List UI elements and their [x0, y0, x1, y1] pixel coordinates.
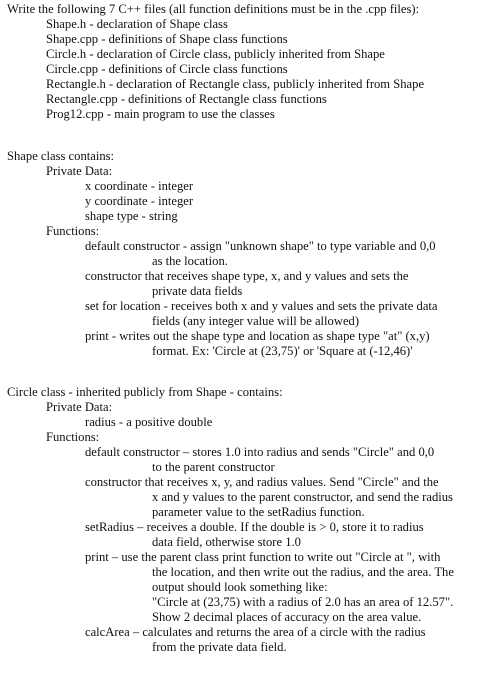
- circle-function-print: print – use the parent class print function to write out "Circle at ", with: [85, 550, 441, 564]
- circle-function-calc-area: calcArea – calculates and returns the area of a circle with the radius: [85, 625, 426, 639]
- circle-heading: Circle class - inherited publicly from Shape - contains:: [7, 385, 283, 399]
- intro-title: Write the following 7 C++ files (all function definitions must be in the .cpp files):: [7, 2, 420, 16]
- circle-function-continuation: output should look something like:: [152, 580, 328, 594]
- circle-private-heading: Private Data:: [46, 400, 113, 414]
- shape-private-item: y coordinate - integer: [85, 194, 194, 208]
- circle-function-continuation: Show 2 decimal places of accuracy on the area value.: [152, 610, 422, 624]
- shape-section: [7, 149, 488, 359]
- circle-section: [7, 385, 488, 655]
- shape-function-constructor: constructor that receives shape type, x, and y values and sets the: [85, 269, 409, 283]
- shape-function-continuation: fields (any integer value will be allowed): [152, 314, 360, 328]
- circle-function-continuation: from the private data field.: [152, 640, 287, 654]
- circle-function-continuation: the location, and then write out the radius, and the area. The: [152, 565, 454, 579]
- file-item: Shape.h - declaration of Shape class: [46, 17, 228, 31]
- shape-function-default-constructor: default constructor - assign "unknown shape" to type variable and 0,0: [85, 239, 436, 253]
- file-item: Rectangle.cpp - definitions of Rectangle class functions: [46, 92, 327, 106]
- shape-private-heading: Private Data:: [46, 164, 113, 178]
- shape-function-continuation: format. Ex: 'Circle at (23,75)' or 'Square at (-12,46)': [152, 344, 413, 358]
- circle-function-continuation: "Circle at (23,75) with a radius of 2.0 has an area of 12.57".: [152, 595, 454, 609]
- shape-function-set-location: set for location - receives both x and y values and sets the private data: [85, 299, 438, 313]
- shape-heading: Shape class contains:: [7, 149, 115, 163]
- shape-private-item: shape type - string: [85, 209, 178, 223]
- shape-function-print: print - writes out the shape type and location as shape type "at" (x,y): [85, 329, 430, 343]
- file-item: Rectangle.h - declaration of Rectangle class, publicly inherited from Shape: [46, 77, 425, 91]
- circle-function-continuation: to the parent constructor: [152, 460, 275, 474]
- circle-function-set-radius: setRadius – receives a double. If the double is > 0, store it to radius: [85, 520, 424, 534]
- file-item: Circle.cpp - definitions of Circle class functions: [46, 62, 288, 76]
- circle-function-constructor: constructor that receives x, y, and radius values. Send "Circle" and the: [85, 475, 439, 489]
- section-gap: [7, 122, 488, 149]
- shape-private-item: x coordinate - integer: [85, 179, 194, 193]
- circle-function-continuation: x and y values to the parent constructor, and send the radius: [152, 490, 453, 504]
- circle-private-item: radius - a positive double: [85, 415, 213, 429]
- circle-functions-heading: Functions:: [46, 430, 100, 444]
- section-gap: [7, 359, 488, 385]
- circle-function-continuation: parameter value to the setRadius function.: [152, 505, 365, 519]
- circle-function-continuation: data field, otherwise store 1.0: [152, 535, 301, 549]
- intro-section: [7, 2, 488, 122]
- file-item: Shape.cpp - definitions of Shape class functions: [46, 32, 288, 46]
- circle-function-default-constructor: default constructor – stores 1.0 into radius and sends "Circle" and 0,0: [85, 445, 435, 459]
- shape-function-continuation: private data fields: [152, 284, 243, 298]
- shape-function-continuation: as the location.: [152, 254, 228, 268]
- file-item: Circle.h - declaration of Circle class, publicly inherited from Shape: [46, 47, 385, 61]
- file-item: Prog12.cpp - main program to use the classes: [46, 107, 275, 121]
- shape-functions-heading: Functions:: [46, 224, 100, 238]
